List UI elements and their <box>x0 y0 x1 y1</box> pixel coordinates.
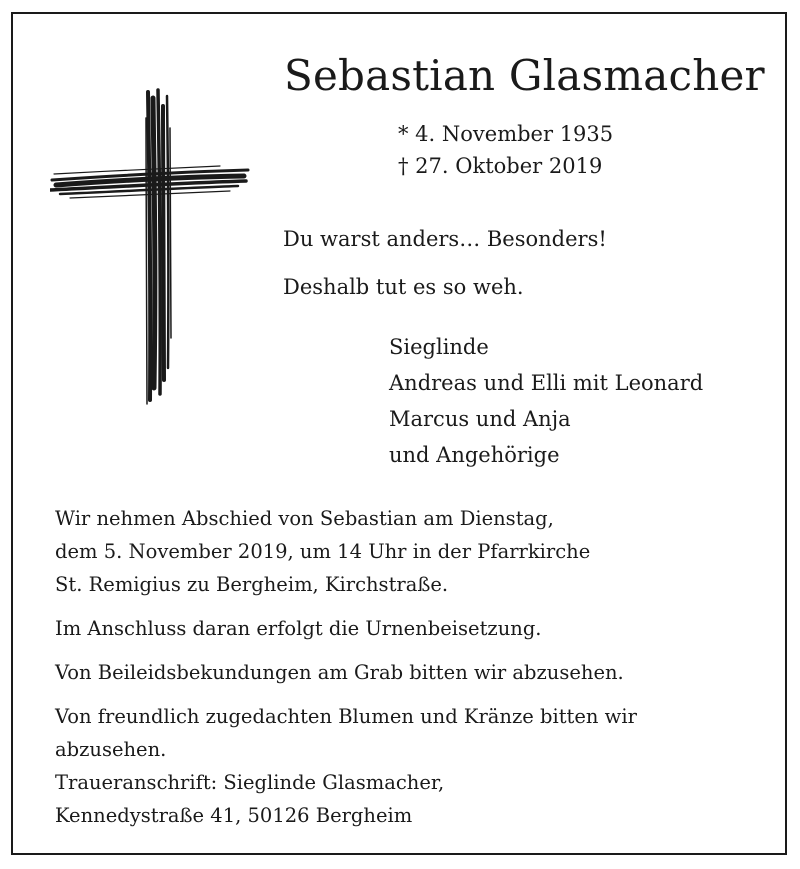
farewell-text: St. Remigius zu Bergheim, Kirchstraße. <box>55 573 449 596</box>
mourner-line: Sieglinde <box>389 335 489 359</box>
death-date: † 27. Oktober 2019 <box>398 154 603 178</box>
condolences-text: Von Beileidsbekundungen am Grab bitten wir abzusehen. <box>55 661 624 684</box>
mourner-line: Marcus und Anja <box>389 407 571 431</box>
mourner-line: Andreas und Elli mit Leonard <box>389 371 704 395</box>
urn-burial-text: Im Anschluss daran erfolgt die Urnenbeisetzung. <box>55 617 542 640</box>
mourning-address: Kennedystraße 41, 50126 Bergheim <box>55 804 413 827</box>
flowers-text: abzusehen. <box>55 738 167 761</box>
quote-line: Du warst anders… Besonders! <box>283 227 607 251</box>
flowers-text: Von freundlich zugedachten Blumen und Kränze bitten wir <box>55 705 637 728</box>
funeral-details <box>55 502 755 832</box>
birth-date: * 4. November 1935 <box>398 122 614 146</box>
mourning-address: Traueranschrift: Sieglinde Glasmacher, <box>55 771 445 794</box>
deceased-name: Sebastian Glasmacher <box>284 51 765 100</box>
mourner-line: und Angehörige <box>389 443 560 467</box>
quote-line: Deshalb tut es so weh. <box>283 275 524 299</box>
cross-icon <box>50 88 250 406</box>
mourners-list <box>389 329 703 473</box>
farewell-text: dem 5. November 2019, um 14 Uhr in der Pfarrkirche <box>55 540 591 563</box>
farewell-text: Wir nehmen Abschied von Sebastian am Dienstag, <box>55 507 554 530</box>
life-dates <box>398 118 613 182</box>
